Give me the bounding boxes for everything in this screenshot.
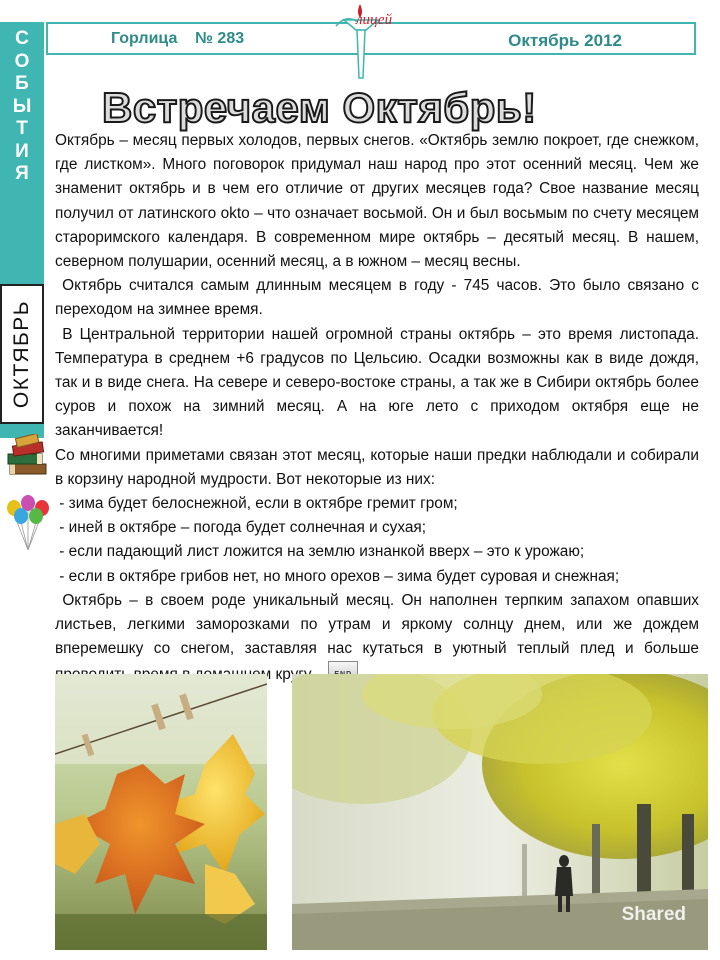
list-item: - если в октябре грибов нет, но много орехов – зима будет суровая и снежная; bbox=[55, 567, 620, 585]
paragraph: Октябрь считался самым длинным месяцем в году - 745 часов. Это было связано с переходом на зимнее время. bbox=[55, 277, 704, 319]
closing-text: Октябрь – в своем роде уникальный месяц. Он наполнен терпким запахом опавших листьев, легкими заморозками по утрам и яркому солнцу днем, или же дождем вперемешку со снегом, заставляя нас кутаться в уютный теплый плед и больше bbox=[55, 591, 699, 658]
section-label-vertical bbox=[0, 28, 44, 186]
section-letter: О bbox=[14, 50, 30, 72]
issue-date: Октябрь 2012 bbox=[508, 31, 622, 50]
books-icon bbox=[4, 434, 50, 478]
article-body bbox=[55, 129, 704, 690]
paragraph: Со многими приметами связан этот месяц, которые наши предки наблюдали и собирали в корзину народной мудрости. Вот некоторые из них: bbox=[55, 446, 699, 488]
list-item: - иней в октябре – погода будет солнечная и сухая; bbox=[55, 519, 427, 537]
section-letter: Ы bbox=[12, 95, 32, 117]
list-item: - зима будет белоснежной, если в октябре гремит гром; bbox=[55, 495, 458, 513]
issue-label: Горлица № 283 bbox=[111, 30, 245, 47]
paragraph: Октябрь – месяц первых холодов, первых снегов. «Октябрь землю покроет, где снежком, где листком». Много поговорок придумал наш народ про этот осенний месяц. Чем же знаменит октябрь и в чем его отличие от других месяцев года? Свое название месяц получил от латинского okto – что означает восьмой. Он и был восьмым по счету месяцем староримского календаря. В современном мире октябрь – десятый месяц. В нашем, северном полушарии, осенний месяц, а в южном – месяц весны. bbox=[55, 132, 699, 271]
section-letter: Т bbox=[16, 118, 28, 139]
autumn-leaves-photo bbox=[55, 674, 267, 950]
section-letter: Б bbox=[15, 73, 29, 94]
section-letter: И bbox=[15, 140, 29, 162]
watermark: Shared bbox=[621, 904, 686, 925]
paragraph: В Центральной территории нашей огромной страны октябрь – это время листопада. Температура в среднем +6 градусов по Цельсию. Осадки возможны как в виде дождя, так и в виде снега. На севере и северо-востоке страны, а так же в Сибири октябрь более суров и похож на зимний месяц. А на юге лето с приходом октября еще не заканчивается! bbox=[55, 325, 704, 440]
balloons-icon bbox=[4, 494, 52, 554]
page-title: Встречаем Октябрь! bbox=[102, 84, 537, 131]
list-item: - если падающий лист ложится на землю изнанкой вверх – это к урожаю; bbox=[55, 543, 585, 561]
foggy-park-photo bbox=[292, 674, 708, 950]
month-label: ОКТЯБРЬ bbox=[10, 299, 33, 409]
month-label-box bbox=[0, 284, 44, 424]
school-logo bbox=[316, 0, 406, 82]
logo-text: лицей bbox=[356, 12, 393, 28]
section-letter: Я bbox=[15, 163, 29, 184]
section-letter: С bbox=[15, 28, 29, 49]
